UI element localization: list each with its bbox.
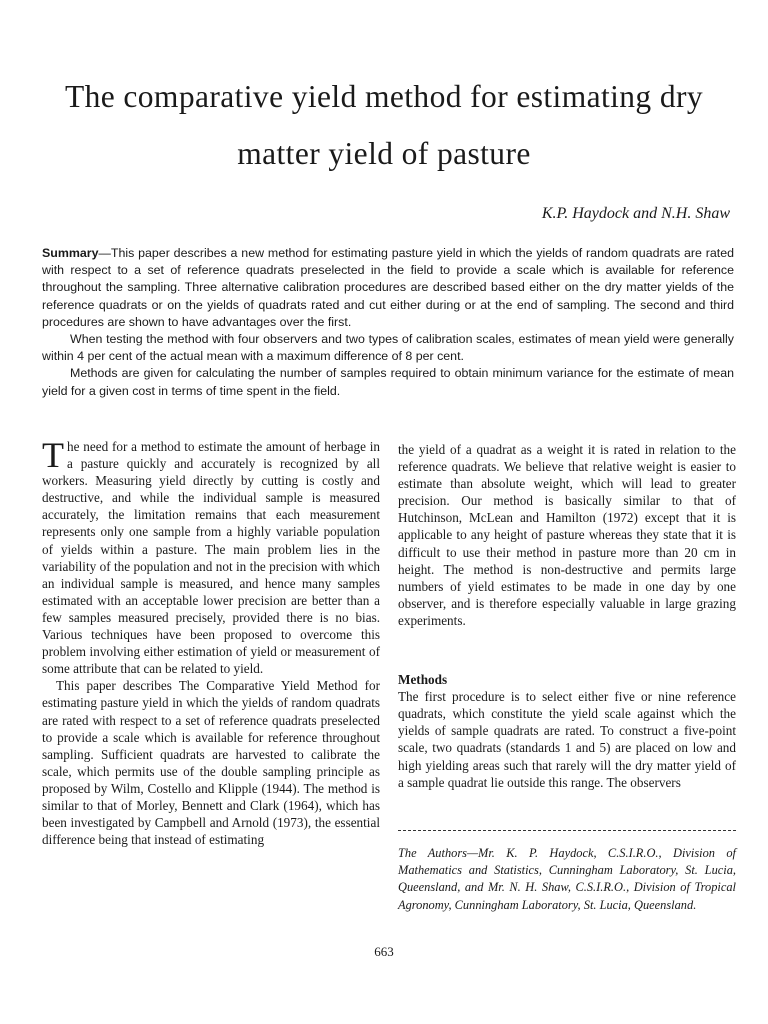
title-line-1: The comparative yield method for estimating dry <box>64 79 704 114</box>
summary-block <box>42 245 734 400</box>
summary-paragraph-3: Methods are given for calculating the number of samples required to obtain minimum variance for the estimate of mean yield for a given cost in terms of time spent in the field. <box>42 366 734 398</box>
body-paragraph-2: This paper describes The Comparative Yield Method for estimating pasture yield in which the yields of random quadrats are rated with respect to a set of reference quadrats preselected to provide a scale which is available for reference throughout sampling. Sufficient quadrats are harvested to calibrate the scale, which permits use of the double sampling principle as proposed by Wilm, Costello and Klipple (1944). The method is similar to that of Morley, Bennett and Clark (1964), which has been investigated by Campbell and Arnold (1973), the essential difference being that instead of estimating <box>42 678 380 848</box>
methods-paragraph: The first procedure is to select either five or nine reference quadrats, which constitute the yield scale against which the yields of sample quadrats are rated. To construct a five-point scale, two quadrats (standards 1 and 5) are placed on low and high yielding areas such that rarely will the dry matter yield of a sample quadrat lie outside this range. The observers <box>398 689 736 790</box>
author-byline: K.P. Haydock and N.H. Shaw <box>541 205 730 222</box>
body-column-right <box>398 441 736 791</box>
title-line-2: matter yield of pasture <box>237 136 531 171</box>
summary-paragraph-1 <box>42 245 734 331</box>
drop-cap: T <box>42 435 64 475</box>
methods-heading: Methods <box>398 672 448 688</box>
page-number: 663 <box>374 944 394 959</box>
intro-text: he need for a method to estimate the amount of herbage in a pasture quickly and accurately is recognized by all workers. Measuring yield directly by cutting is costly and destructive, and while the individual sample is measured accurately, the limitation remains that each measurement represents only one sample from a highly variable population of yields within a pasture. The main problem lies in the variability of the population and not in the precision with which an individual sample is measured, and hence many samples estimated with an acceptable lower precision are better than a few samples measured precisely, provided there is no bias. Various techniques have been proposed to overcome this problem involving either estimation of yield or measurement of some attribute that can be related to yield. <box>42 439 380 677</box>
author-footnote: The Authors—Mr. K. P. Haydock, C.S.I.R.O., Division of Mathematics and Statistics, Cunningham Laboratory, St. Lucia, Queensland, and Mr. N. H. Shaw, C.S.I.R.O., Division of Tropical Agronomy, Cunningham Laboratory, St. Lucia, Queensland. <box>398 846 736 912</box>
body-paragraph-3: the yield of a quadrat as a weight it is rated in relation to the reference quadrats. We believe that relative weight is easier to estimate than absolute weight, which will lead to greater precision. Our method is basically similar to that of Hutchinson, McLean and Hamilton (1972) except that it is applicable to any height of pasture whereas they state that it is difficult to use their method in pasture more than 20 cm in height. The method is non-destructive and permits large numbers of yield estimates to be made in one day by one observer, and is therefore especially valuable in large grazing experiments. <box>398 442 736 628</box>
summary-lead: Summary <box>42 246 99 260</box>
footnote-divider <box>398 830 736 831</box>
summary-paragraph-2: When testing the method with four observers and two types of calibration scales, estimates of mean yield were generally within 4 per cent of the actual mean with a maximum difference of 8 per cent. <box>42 332 734 364</box>
intro-paragraph <box>42 435 380 677</box>
body-column-left <box>42 435 380 848</box>
summary-text-1: —This paper describes a new method for estimating pasture yield in which the yields of random quadrats are rated with respect to a set of reference quadrats preselected in the field to provide a scale which is available for reference throughout the sampling. Three alternative calibration procedures are described based either on the dry matter yields of the reference quadrats or on the yields of quadrats rated and cut either during or at the end of sampling. The second and third procedures are shown to have advantages over the first. <box>42 246 734 329</box>
article-title <box>30 68 738 182</box>
